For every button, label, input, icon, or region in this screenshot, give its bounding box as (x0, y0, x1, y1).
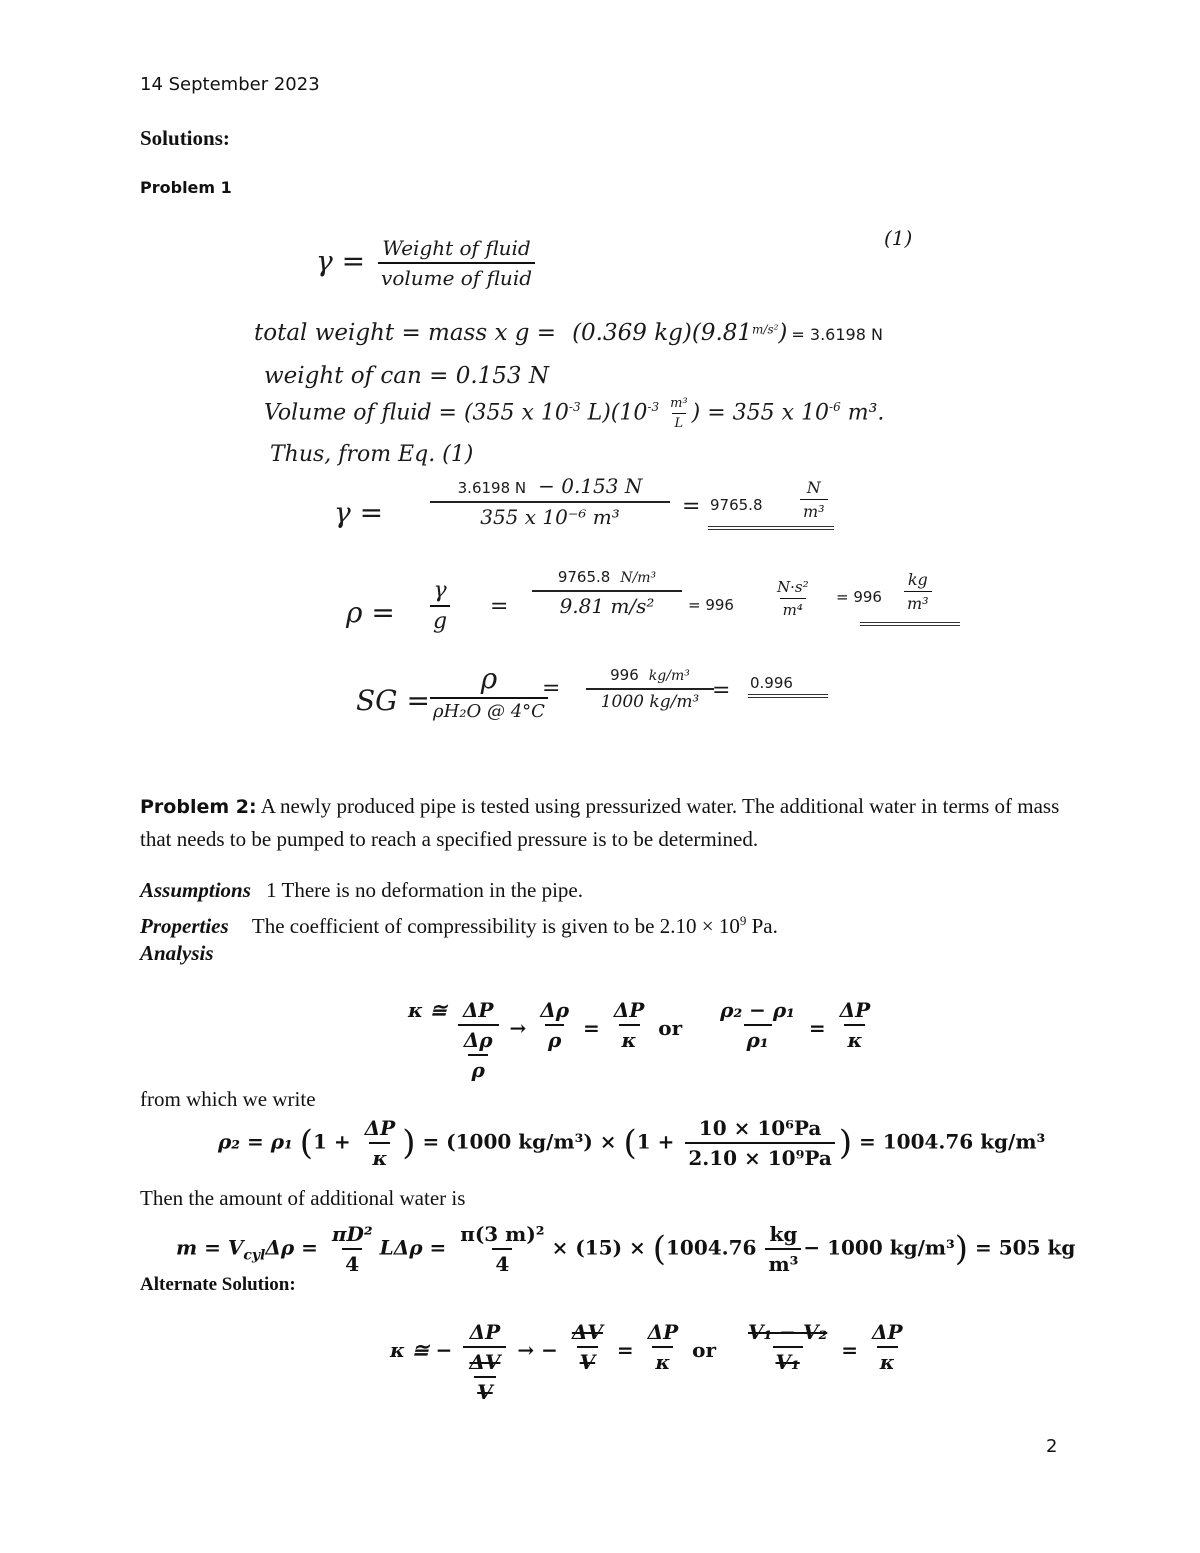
rho2-one-plus-2: 1 + (636, 1129, 675, 1154)
kappa-dp-over-kappa-2 (837, 998, 874, 1052)
rho-calc-lhs: ρ = (346, 596, 395, 629)
gamma-result-underline (708, 526, 834, 530)
total-weight-line (254, 320, 883, 346)
gamma-fraction (378, 236, 535, 290)
kappa-eq-1: = (583, 1016, 600, 1040)
total-weight-result: = 3.6198 N (791, 325, 883, 344)
properties-text: The coefficient of compressibility is given to be 2.10 × 10 (251, 914, 740, 938)
volume-exp1: -3 (568, 400, 581, 415)
problem1-handwritten-solution (250, 218, 990, 758)
alt-dp-kappa (645, 1320, 682, 1374)
kappa-drho-2: Δρ (540, 998, 570, 1022)
kappa-drho-rho-fraction (537, 998, 572, 1052)
mass-pi3-4 (457, 1222, 547, 1276)
kappa-diff-fraction (717, 998, 798, 1052)
alt-kap-1: κ (652, 1346, 673, 1374)
rho-val-num-unit: N/m³ (620, 570, 657, 586)
mass-sub: cyl (243, 1247, 266, 1264)
alt-dp-3: ΔP (871, 1320, 903, 1344)
rho-unit-den: m⁴ (780, 598, 806, 619)
kappa-rho-2: ρ (545, 1024, 564, 1052)
properties-exponent: 9 (739, 913, 747, 928)
rho2-pressure-fraction (685, 1116, 834, 1170)
gamma-unit-num: N (806, 478, 821, 497)
rho-unit-num: N·s² (777, 578, 809, 596)
page-number: 2 (1046, 1436, 1058, 1457)
volume-mid: L)(10 (580, 400, 648, 426)
gamma-calc-eq: = (682, 494, 701, 519)
kappa-arrow: → (509, 1016, 527, 1040)
gamma-calc-den: 355 x 10⁻⁶ m³ (430, 501, 670, 529)
sg-f-num: ρ (480, 662, 498, 695)
alt-diff-fraction (745, 1320, 830, 1374)
alt-eq-1: = (616, 1338, 634, 1362)
mass-mid: Δρ = (265, 1235, 318, 1260)
then-text: Then the amount of additional water is (140, 1186, 466, 1210)
thus-line: Thus, from Eq. (1) (270, 442, 474, 467)
sg-lhs: SG = (356, 684, 430, 717)
mass-unit-fraction (765, 1222, 801, 1276)
gamma-calc-num-typed: 3.6198 N (457, 479, 527, 497)
rho-eq3: = 996 (836, 588, 882, 606)
kappa-equation (408, 998, 877, 1082)
alt-dp-kappa-2 (869, 1320, 906, 1374)
mass-unit-num: kg (769, 1222, 798, 1246)
solutions-heading: Solutions: (140, 126, 230, 150)
sg-result-underline (748, 694, 828, 698)
kappa-drho: Δρ (463, 1028, 493, 1052)
mass-mid3: × (15) × (551, 1235, 646, 1260)
rho2-mid: = (1000 kg/m³) × (422, 1129, 617, 1154)
total-weight-close: ) (778, 320, 788, 346)
alt-dv: ΔV (469, 1350, 501, 1374)
kappa-dp-2: ΔP (613, 998, 645, 1022)
total-weight-text: total weight = mass x g = (254, 320, 557, 346)
rho-result-unit (904, 570, 932, 613)
sg-f-den: ρH₂O @ 4°C (430, 697, 548, 722)
gamma-definition (316, 236, 539, 290)
kappa-inner-fraction (458, 1024, 499, 1082)
alt-v: V (474, 1376, 496, 1404)
alt-v-2: V (577, 1346, 599, 1374)
rho-unit-frac (774, 578, 812, 619)
kappa-dp-over-kappa (611, 998, 648, 1052)
rho2-result: = 1004.76 kg/m³ (859, 1129, 1046, 1154)
properties-unit: Pa. (746, 914, 778, 938)
gamma-calc-fraction (430, 474, 670, 529)
alt-v1: V₁ (773, 1346, 803, 1374)
rho-eq2: = 996 (688, 596, 734, 614)
rho2-dp: ΔP (364, 1116, 396, 1140)
mass-num2: π(3 m)² (460, 1222, 545, 1246)
alt-compound-fraction (463, 1320, 506, 1404)
mass-lhs: m = V (176, 1235, 244, 1260)
kappa-approx: κ ≅ (408, 998, 447, 1022)
sg-frac (430, 662, 548, 722)
kappa-compound-fraction (458, 998, 499, 1082)
kappa-rho1: ρ₁ (744, 1024, 772, 1052)
gamma-symbol: γ = (316, 244, 366, 278)
gamma-calc-result: 9765.8 (710, 496, 763, 514)
equation-tag: (1) (884, 226, 913, 250)
kappa-rho: ρ (468, 1054, 487, 1082)
kappa-dp: ΔP (462, 998, 494, 1022)
mass-equation: $m = V_{cyl}\Delta\rho$ = $\frac{\text{πD²}}{4}$ LΔρ = $\frac{\text{π(3 m)²}}{4}$ × (15) × (1004.76 $\frac{kg}{\text{m³}}$ − 1000 kg/m³) = 505 kg (176, 1222, 1076, 1276)
analysis-label: Analysis (140, 941, 214, 965)
sg-definition-fraction (426, 662, 552, 722)
sg-value-fraction (586, 666, 714, 712)
alt-kappa: κ ≅ − (390, 1338, 453, 1362)
alt-dv-2: ΔV (571, 1320, 603, 1344)
page-date: 14 September 2023 (140, 74, 320, 95)
mass-mid2: LΔρ = (379, 1235, 447, 1260)
alt-dp-2: ΔP (647, 1320, 679, 1344)
alt-inner (463, 1346, 506, 1404)
problem2-statement: A newly produced pipe is tested using pressurized water. The additional water in terms of mass that needs to be pumped to reach a specified pressure is to be determined. (140, 794, 1060, 851)
volume-rest: ) = 355 x 10 (691, 400, 830, 426)
rho-res-unit-den: m³ (904, 591, 932, 613)
kappa-eq-2: = (808, 1016, 826, 1040)
alternate-solution-heading: Alternate Solution: (140, 1274, 296, 1295)
sg-val-num: 996 (610, 666, 639, 684)
kappa-dp-3: ΔP (839, 998, 871, 1022)
sg-result: 0.996 (750, 674, 793, 692)
rho2-kap: κ (369, 1142, 390, 1170)
total-weight-unit: m/s² (752, 322, 779, 337)
volume-line (264, 396, 884, 431)
rho2-den: 2.10 × 10⁹Pa (685, 1142, 834, 1170)
sg-val-den: 1000 kg/m³ (586, 688, 714, 712)
gamma-unit-fraction (800, 478, 828, 521)
gamma-unit-den: m³ (800, 499, 828, 521)
rho-val-num: 9765.8 (557, 568, 611, 586)
rho-gamma-over-g (426, 578, 454, 634)
mass-num1: πD² (331, 1222, 373, 1246)
kappa-drho-over-rho (461, 1028, 496, 1082)
assumptions-text: 1 There is no deformation in the pipe. (266, 878, 584, 902)
volume-text: Volume of fluid = (355 x 10 (264, 400, 569, 426)
alt-eq-2: = (841, 1338, 858, 1362)
gamma-calc-lhs: γ = (334, 496, 384, 529)
mass-val: 1004.76 (666, 1235, 757, 1260)
rho2-dp-kappa (362, 1116, 399, 1170)
problem2-statement-block (140, 790, 1060, 855)
rho-result-unit-frac (904, 570, 932, 613)
mass-pid2-4 (329, 1222, 376, 1276)
alternate-kappa-equation (390, 1320, 910, 1404)
problem2-label: Problem 2: (140, 796, 257, 818)
alt-or: or (692, 1338, 717, 1362)
rho-unit-fraction (774, 578, 812, 619)
kappa-or: or (658, 1016, 683, 1040)
weight-of-fluid-label: Weight of fluid (382, 236, 531, 260)
assumptions-label: Assumptions (140, 878, 251, 902)
rho-value-fraction (532, 568, 682, 618)
from-which-text: from which we write (140, 1087, 316, 1111)
volume-end: m³. (840, 400, 885, 426)
total-weight-expr: (0.369 kg)(9.81 (572, 320, 753, 346)
rho-result-underline (860, 622, 960, 626)
volume-exp3: -6 (829, 400, 841, 415)
alt-dp: ΔP (469, 1320, 501, 1344)
rho-f-den: g (430, 605, 450, 634)
rho2-equation: ρ₂ = ρ₁ (1 + $\frac{\Delta P}{\kappa}$ ) = (1000 kg/m³) × (1 + $\frac{\text{10 × 10⁶Pa}}{\text{2.10 × 10⁹Pa}}$ ) = 1004.76 kg/m³ (218, 1116, 1046, 1170)
rho-f-num: γ (433, 578, 447, 603)
rho-eq: = (490, 594, 509, 619)
alt-dv-over-v (466, 1350, 503, 1404)
assumptions-line (140, 874, 583, 906)
kappa-kap-2: κ (844, 1024, 865, 1052)
volume-of-fluid-label: volume of fluid (378, 262, 535, 290)
rho2-one-plus: 1 + (313, 1129, 351, 1154)
rho-gamma-fraction (430, 578, 450, 634)
sg-eq: = (542, 676, 561, 701)
volume-exp2: -3 (647, 400, 660, 415)
problem1-heading: Problem 1 (140, 178, 232, 197)
mass-unit-den: m³ (765, 1248, 801, 1276)
rho2-num: 10 × 10⁶Pa (698, 1116, 822, 1140)
volume-unit-den: L (672, 413, 687, 431)
properties-label: Properties (140, 914, 229, 938)
sg-val-num-unit: kg/m³ (648, 668, 690, 684)
alt-arrow: → − (517, 1338, 558, 1362)
can-weight-line: weight of can = 0.153 N (264, 363, 549, 389)
gamma-result-unit (800, 478, 828, 521)
mass-result: = 505 kg (975, 1235, 1076, 1260)
mass-den1: 4 (342, 1248, 362, 1276)
properties-line (140, 905, 778, 942)
rho-val-den: 9.81 m/s² (532, 590, 682, 618)
alt-diff: V₁ − V₂ (748, 1320, 828, 1344)
volume-unit-num: m³ (670, 396, 688, 411)
volume-unit-fraction (667, 396, 691, 431)
rho-res-unit-num: kg (907, 570, 928, 589)
kappa-diff: ρ₂ − ρ₁ (720, 998, 795, 1022)
mass-den2: 4 (492, 1248, 512, 1276)
gamma-calc-num-hand: − 0.153 N (538, 474, 643, 498)
kappa-kap-1: κ (619, 1024, 640, 1052)
alt-kap-2: κ (877, 1346, 898, 1374)
rho2-lhs: ρ₂ = ρ₁ (218, 1129, 293, 1154)
sg-eq2: = (712, 678, 731, 703)
mass-rest: − 1000 kg/m³ (803, 1235, 955, 1260)
alt-dv-v (569, 1320, 606, 1374)
